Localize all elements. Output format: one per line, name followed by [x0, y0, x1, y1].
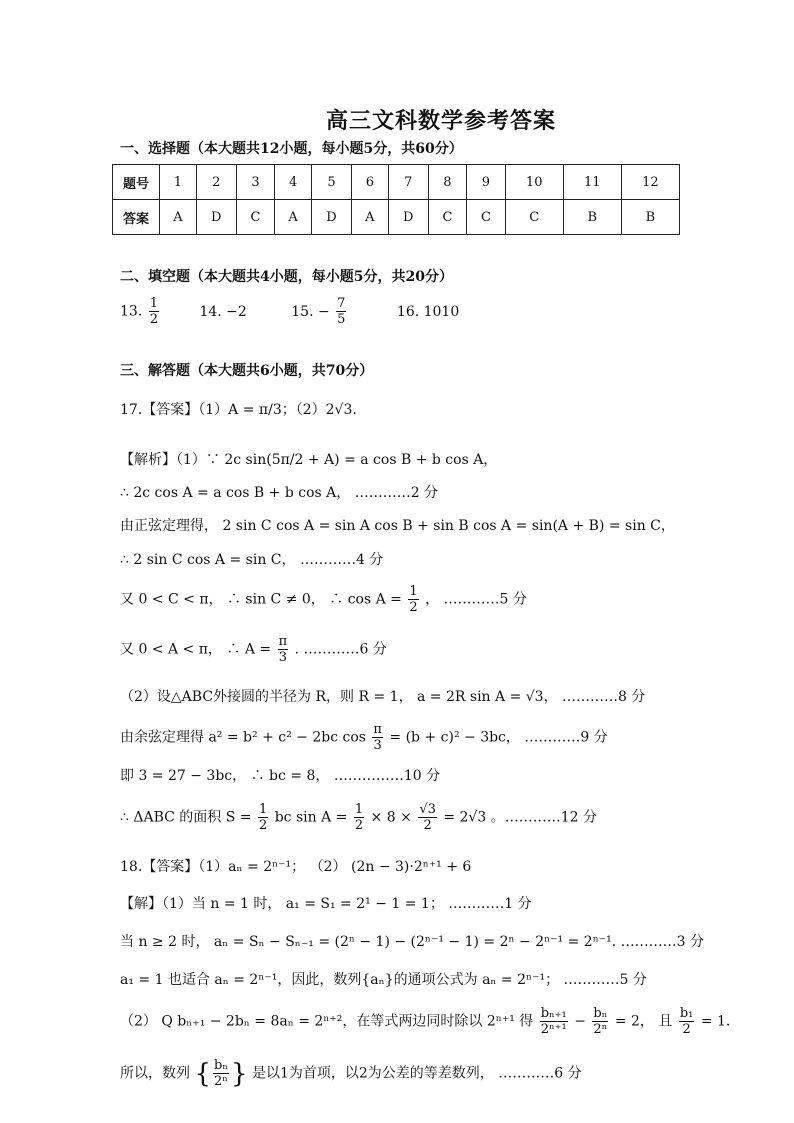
text-segment: 所以，数列	[120, 1065, 190, 1082]
question-number: 7	[388, 165, 428, 200]
text-segment: . …………6 分	[294, 641, 387, 658]
numerator: 1	[409, 584, 418, 599]
q15-fraction	[336, 296, 346, 327]
answer-cell: C	[505, 200, 563, 235]
question-number: 11	[563, 165, 621, 200]
numerator: 1	[354, 802, 364, 817]
fraction	[408, 584, 418, 615]
q17-analysis-line: ∴ 2 sin C cos A = sin C， …………4 分	[120, 552, 384, 568]
text-segment: ∴ ΔABC 的面积 S =	[120, 809, 252, 826]
answer-cell: B	[621, 200, 679, 235]
numerator: 7	[337, 296, 346, 311]
denominator: 2	[258, 818, 268, 833]
numerator: π	[373, 722, 382, 737]
fraction	[372, 722, 383, 753]
q17-analysis-line: ∴ 2c cos A = a cos B + b cos A， …………2 分	[120, 485, 439, 501]
text-segment: bc sin A =	[274, 809, 348, 826]
q17-analysis-line: 由正弦定理得， 2 sin C cos A = sin A cos B + sin B cos A = sin(A + B) = sin C，	[120, 518, 675, 534]
q17-analysis-line	[120, 634, 387, 665]
text-segment: 又 0 < A < π， ∴ A =	[120, 641, 272, 658]
left-brace: {	[194, 1058, 211, 1089]
numerator: 1	[149, 296, 158, 311]
q14-answer: 14. −2	[199, 303, 247, 320]
denominator: 2ⁿ	[593, 1022, 608, 1037]
q17-analysis-line: 【解析】（1）∵ 2c sin(5π/2 + A) = a cos B + b cos A，	[120, 452, 498, 468]
fraction	[592, 1006, 608, 1037]
numerator: bₙ	[593, 1006, 608, 1021]
right-brace: }	[230, 1058, 248, 1089]
q15-label: 15. −	[291, 303, 330, 320]
fraction	[679, 1006, 695, 1037]
text-segment: = 2√3 。…………12 分	[443, 809, 597, 826]
numerator: π	[278, 634, 288, 649]
q17-analysis-line	[120, 802, 597, 833]
table-row	[113, 200, 680, 235]
answer-cell: B	[563, 200, 621, 235]
q13-label: 13.	[120, 303, 143, 320]
text-segment: ， …………5 分	[425, 591, 527, 608]
text-segment: （2） Q bₙ₊₁ − 2bₙ = 8aₙ = 2ⁿ⁺²，在等式两边同时除以 2ⁿ⁺¹ 得	[120, 1013, 534, 1030]
answer-cell: D	[388, 200, 428, 235]
question-number: 1	[160, 165, 197, 200]
denominator: 2ⁿ	[214, 1074, 228, 1089]
table-row	[113, 165, 680, 200]
question-number: 2	[196, 165, 236, 200]
text-segment: −	[574, 1013, 586, 1030]
question-number: 12	[621, 165, 679, 200]
q18-solution-line: 【解】（1）当 n = 1 时， a₁ = S₁ = 2¹ − 1 = 1； …………1 分	[120, 896, 532, 912]
answer-cell: D	[196, 200, 236, 235]
answer-cell: D	[312, 200, 352, 235]
fraction	[540, 1006, 568, 1037]
numerator: bₙ₊₁	[540, 1006, 567, 1021]
answer-cell: C	[467, 200, 505, 235]
question-number: 10	[505, 165, 563, 200]
q17-analysis-line	[120, 584, 527, 615]
text-segment: = 1.	[700, 1013, 731, 1030]
answer-cell: A	[351, 200, 388, 235]
text-segment: 由余弦定理得 a² = b² + c² − 2bc cos	[120, 729, 366, 746]
section-heading-solve: 三、解答题（本大题共6小题，共70分）	[120, 363, 374, 379]
row-label: 答案	[113, 200, 160, 235]
denominator: 2ⁿ⁺¹	[540, 1022, 567, 1037]
denominator: 5	[337, 312, 346, 327]
q17-analysis-line	[120, 722, 608, 753]
fill-in-answers	[120, 296, 459, 327]
q17-answer: 17.【答案】（1）A = π/3；（2）2√3.	[120, 402, 357, 418]
numerator: √3	[419, 802, 436, 817]
q18-solution-line	[120, 1006, 730, 1037]
q13-fraction	[149, 296, 159, 327]
text-segment: 又 0 < C < π， ∴ sin C ≠ 0， ∴ cos A =	[120, 591, 402, 608]
q18-solution-line: 当 n ≥ 2 时， aₙ = Sₙ − Sₙ₋₁ = (2ⁿ − 1) − (2ⁿ⁻¹ − 1) = 2ⁿ − 2ⁿ⁻¹ = 2ⁿ⁻¹. …………3 分	[120, 934, 705, 950]
denominator: 2	[149, 312, 158, 327]
denominator: 2	[679, 1021, 695, 1037]
answer-cell: A	[275, 200, 312, 235]
answer-cell: C	[428, 200, 466, 235]
denominator: 2	[418, 817, 437, 833]
q18-solution-line: a₁ = 1 也适合 aₙ = 2ⁿ⁻¹，因此，数列{aₙ}的通项公式为 aₙ = 2ⁿ⁻¹； …………5 分	[120, 972, 647, 988]
question-number: 8	[428, 165, 466, 200]
row-label: 题号	[113, 165, 160, 200]
section-heading-fill: 二、填空题（本大题共4小题，每小题5分，共20分）	[120, 269, 453, 285]
question-number: 5	[312, 165, 352, 200]
text-segment: = (b + c)² − 3bc， …………9 分	[389, 729, 608, 746]
q18-solution-line	[120, 1058, 582, 1089]
answer-table	[112, 164, 680, 235]
denominator: 3	[373, 738, 382, 753]
denominator: 3	[278, 650, 287, 665]
denominator: 2	[354, 818, 364, 833]
text-segment: = 2， 且	[614, 1013, 673, 1030]
q17-analysis-line: 即 3 = 27 − 3bc， ∴ bc = 8， ……………10 分	[120, 768, 441, 784]
answer-cell: C	[236, 200, 274, 235]
fraction	[418, 802, 437, 833]
numerator: b₁	[679, 1006, 694, 1021]
text-segment: × 8 ×	[370, 809, 412, 826]
numerator: bₙ	[214, 1058, 228, 1073]
q16-answer: 16. 1010	[396, 303, 460, 320]
text-segment: 是以1为首项，以2为公差的等差数列， …………6 分	[251, 1065, 582, 1082]
section-heading-choice: 一、选择题（本大题共12小题，每小题5分，共60分）	[120, 141, 463, 157]
question-number: 3	[236, 165, 274, 200]
question-number: 4	[275, 165, 312, 200]
numerator: 1	[258, 802, 268, 817]
fraction	[278, 634, 289, 665]
answer-cell: A	[160, 200, 197, 235]
page-title: 高三文科数学参考答案	[326, 108, 557, 134]
q18-answer: 18.【答案】（1）aₙ = 2ⁿ⁻¹； （2） (2n − 3)·2ⁿ⁺¹ + 6	[120, 859, 472, 875]
fraction	[213, 1058, 229, 1089]
q17-analysis-line: （2）设△ABC外接圆的半径为 R，则 R = 1， a = 2R sin A = √3， …………8 分	[120, 689, 646, 705]
question-number: 6	[351, 165, 388, 200]
fraction	[354, 802, 364, 833]
denominator: 2	[409, 600, 418, 615]
question-number: 9	[467, 165, 505, 200]
fraction	[258, 802, 268, 833]
